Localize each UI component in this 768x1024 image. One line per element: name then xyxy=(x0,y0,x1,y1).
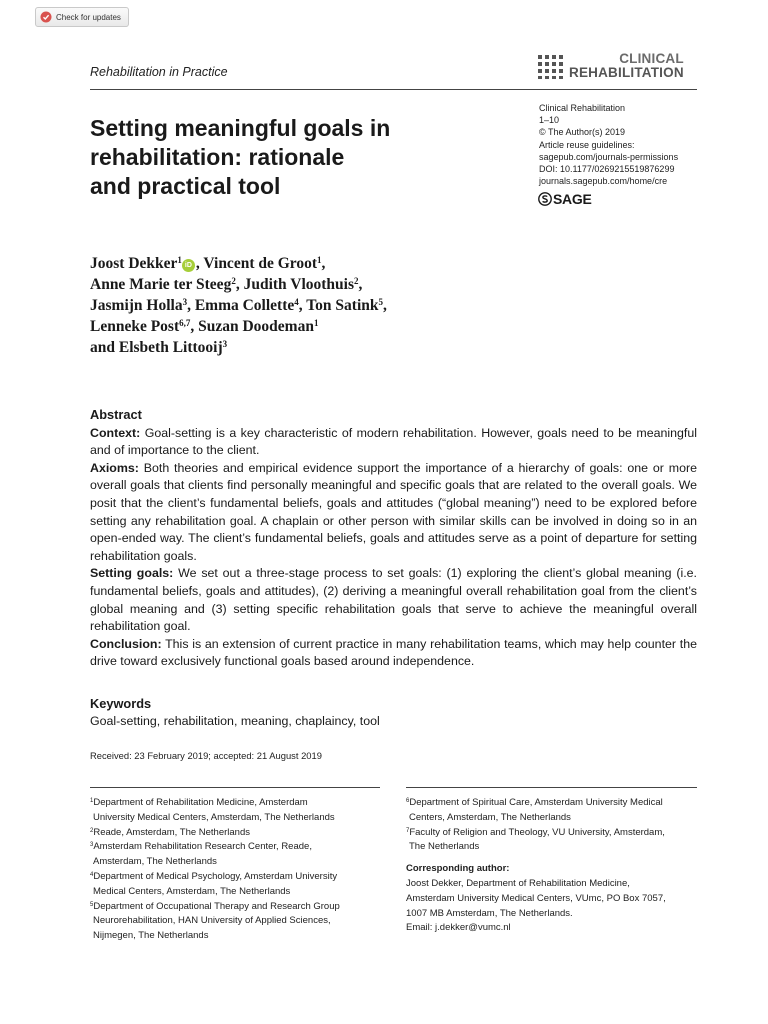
section-text: We set out a three-stage process to set goals: (1) exploring the client’s global meaning (i.e. fundamental beliefs, goals and attitudes), (2) deriving a meaningful overall rehabilitation goal from the client’s global meaning and (3) setting specific rehabilitation goals that serve to achieve the meaningful overall rehabilitation goal. xyxy=(90,566,698,634)
author-line xyxy=(90,337,510,358)
section-label: Setting goals: xyxy=(90,566,174,581)
author-name: Judith Vloothuis xyxy=(243,276,354,293)
article-metadata xyxy=(539,102,678,187)
meta-copyright: © The Author(s) 2019 xyxy=(539,127,626,138)
author-affiliation: 4 xyxy=(294,297,299,307)
affiliation-item: $^2$Reade, Amsterdam, The Netherlands xyxy=(90,826,251,838)
affiliations-left xyxy=(90,796,385,944)
orcid-icon[interactable]: iD xyxy=(182,259,195,272)
section-label: Context: xyxy=(90,425,141,440)
footnote-divider-left xyxy=(90,787,380,788)
header-divider xyxy=(90,89,697,90)
logo-text-rehabilitation: REHABILITATION xyxy=(569,65,684,80)
article-title xyxy=(90,114,510,201)
abstract-heading: Abstract xyxy=(90,407,142,422)
publisher-logo xyxy=(538,191,591,207)
author-name: Ton Satink xyxy=(306,297,379,314)
section-label: Conclusion: xyxy=(90,636,162,651)
meta-journal: Clinical Rehabilitation xyxy=(539,103,626,113)
journal-logo xyxy=(538,52,684,80)
author-name: Suzan Doodeman xyxy=(198,318,314,335)
check-updates-icon xyxy=(40,11,52,23)
author-line: Jasmijn Holla$^3$, Emma Collette$^4$, Ton Satink$^5$, xyxy=(90,297,387,314)
abstract xyxy=(90,406,697,671)
journal-section-label: Rehabilitation in Practice xyxy=(90,65,228,79)
check-for-updates-button[interactable] xyxy=(35,7,129,27)
corresponding-author-heading: Corresponding author: xyxy=(406,863,510,875)
author-affiliation: 1 xyxy=(313,318,319,328)
corresponding-line: Amsterdam University Medical Centers, VUmc, PO Box 7057, xyxy=(406,892,666,904)
author-name: Joost Dekker xyxy=(90,255,178,272)
affiliation-item: $^6$Department of Spiritual Care, Amsterdam University Medical Centers, Amsterdam, The Netherlands xyxy=(406,797,663,823)
corresponding-email[interactable]: Email: j.dekker@vumc.nl xyxy=(406,922,511,934)
author-affiliation: 1 xyxy=(177,255,182,265)
meta-pages: 1–10 xyxy=(539,115,560,126)
section-text: This is an extension of current practice in many rehabilitation teams, which may help counter the drive toward exclusively functional goals based around independence. xyxy=(90,636,697,669)
received-dates: Received: 23 February 2019; accepted: 21 August 2019 xyxy=(90,750,322,761)
author-name: Emma Collette xyxy=(194,297,295,314)
affiliation-item: $^5$Department of Occupational Therapy and Research Group Neurorehabilitation, HAN University of Applied Sciences, Nijmegen, The Netherlands xyxy=(90,900,340,942)
keywords xyxy=(90,695,697,730)
author-line: Joost Dekker$^1$iD , Vincent de Groot$^1$, xyxy=(90,255,326,272)
affiliation-item: $^4$Department of Medical Psychology, Amsterdam University Medical Centers, Amsterdam, The Netherlands xyxy=(90,870,338,897)
author-affiliation: 1 xyxy=(317,255,322,265)
title-line: rehabilitation: rationale xyxy=(90,144,345,170)
author-name: Lenneke Post xyxy=(90,318,180,335)
author-affiliation: 3 xyxy=(182,297,188,307)
author-affiliation: 5 xyxy=(378,297,383,307)
author-line: Anne Marie ter Steeg$^2$, Judith Vloothuis$^2$, xyxy=(90,276,363,293)
corresponding-line: 1007 MB Amsterdam, The Netherlands. xyxy=(406,907,573,919)
abstract-axioms xyxy=(90,460,697,566)
publisher-name: SAGE xyxy=(553,191,592,207)
meta-home-link[interactable]: journals.sagepub.com/home/cre xyxy=(539,176,668,187)
author-name: Jasmijn Holla xyxy=(90,297,183,314)
footnote-divider-right xyxy=(406,787,697,788)
author-name: and Elsbeth Littooij xyxy=(90,339,223,356)
author-line: Lenneke Post$^{6,7}$, Suzan Doodeman$^1$ xyxy=(90,318,319,335)
check-for-updates-label: Check for updates xyxy=(56,12,121,22)
abstract-conclusion xyxy=(90,636,697,671)
title-line: Setting meaningful goals in xyxy=(90,115,391,141)
affiliations-right xyxy=(406,796,701,936)
meta-reuse: Article reuse guidelines: xyxy=(539,139,635,150)
corresponding-line: Joost Dekker, Department of Rehabilitation Medicine, xyxy=(406,877,630,889)
title-line: and practical tool xyxy=(90,173,281,199)
author-affiliation: 3 xyxy=(222,339,228,349)
logo-text-clinical: CLINICAL xyxy=(619,51,684,66)
abstract-setting-goals xyxy=(90,565,697,635)
affiliation-item: $^1$Department of Rehabilitation Medicine, Amsterdam University Medical Centers, Amsterdam, The Netherlands xyxy=(90,797,335,823)
sage-s-icon xyxy=(538,192,552,206)
affiliation-item: $^7$Faculty of Religion and Theology, VU University, Amsterdam, The Netherlands xyxy=(406,826,665,853)
author-affiliation: 2 xyxy=(354,276,359,286)
keywords-heading: Keywords xyxy=(90,696,152,711)
author-list xyxy=(90,253,510,358)
author-name: Anne Marie ter Steeg xyxy=(90,276,232,293)
section-text: Both theories and empirical evidence support the importance of a hierarchy of goals: one or more overall goals that clients find personally meaningful and specific goals that are related to the overall goals. We posit that the client’s fundamental beliefs, goals and attitudes (“global meaning”) need to be explored before setting any rehabilitation goal. A chaplain or other person with similar skills can be involved in doing so in an open-ended way. The client’s fundamental beliefs, goals and attitudes serve as a point of departure for setting rehabilitation goals. xyxy=(90,460,697,563)
author-name: Vincent de Groot xyxy=(203,255,318,272)
section-text: Goal-setting is a key characteristic of modern rehabilitation. However, goals need to be meaningful and of importance to the client. xyxy=(90,425,697,458)
author-affiliation: 6,7 xyxy=(179,318,191,328)
meta-permissions-link[interactable]: sagepub.com/journals-permissions xyxy=(539,151,679,162)
meta-doi[interactable]: DOI: 10.1177/0269215519876299 xyxy=(539,164,675,175)
dot-grid-logo-icon xyxy=(538,53,564,79)
affiliation-item: $^3$Amsterdam Rehabilitation Research Center, Reade, Amsterdam, The Netherlands xyxy=(90,841,312,868)
author-affiliation: 2 xyxy=(231,276,236,286)
abstract-context xyxy=(90,425,697,460)
keywords-text: Goal-setting, rehabilitation, meaning, chaplaincy, tool xyxy=(90,713,380,728)
section-label: Axioms: xyxy=(90,460,139,475)
